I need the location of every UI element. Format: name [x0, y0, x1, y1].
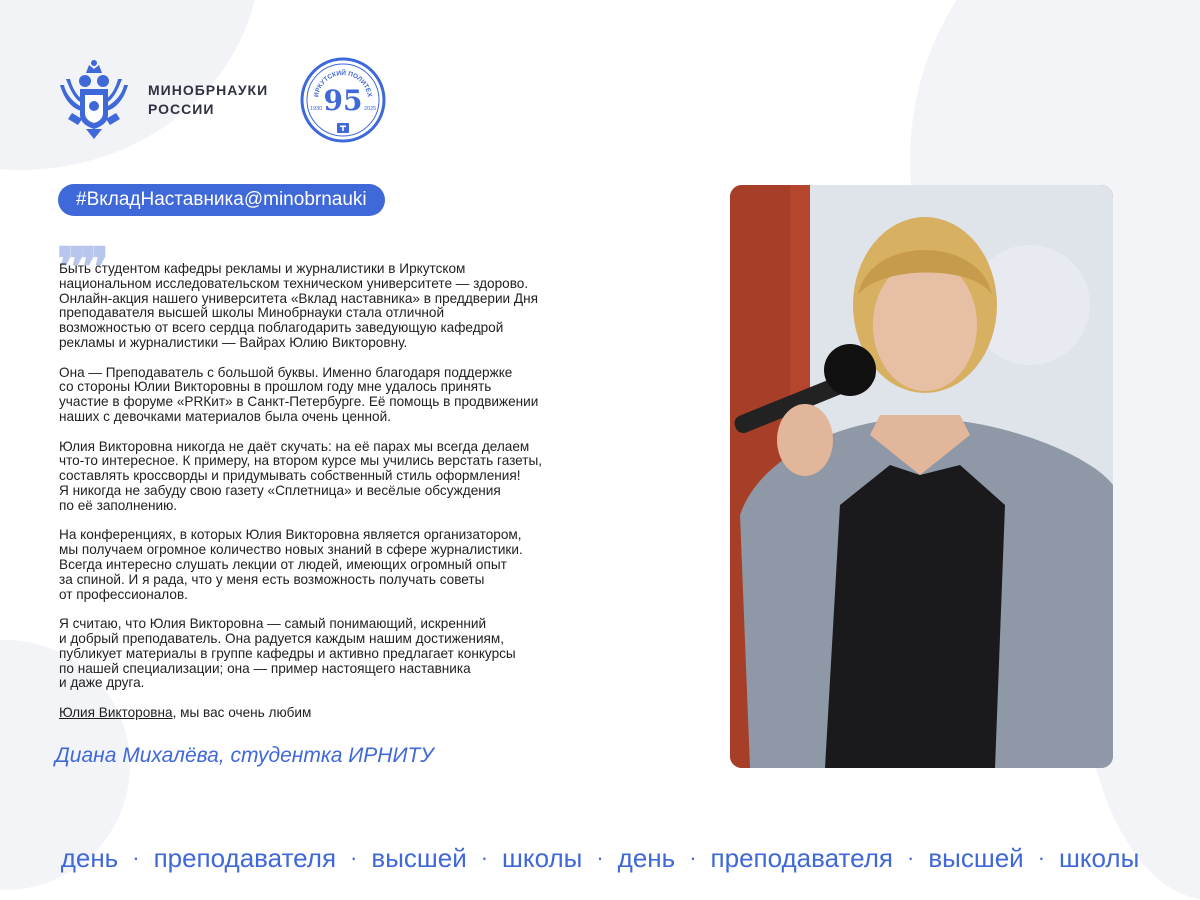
jubilee-number: 95	[323, 84, 363, 117]
coat-of-arms-icon	[56, 59, 132, 141]
footer-separator: ·	[480, 845, 489, 870]
footer-separator: ·	[350, 845, 358, 870]
jubilee-logo	[298, 55, 388, 145]
paragraph: Она — Преподаватель с большой буквы. Именно благодаря поддержке со стороны Юлии Викторовны в прошлом году мне удалось принять участие в форуме «PRКит» в Санкт-Петербурге. Её помощь в продвижении наших с девочками материалов была очень ценной.	[59, 364, 539, 424]
jubilee-arc-text: ИРКУТСКИЙ ПОЛИТЕХ	[313, 69, 373, 98]
ministry-name-line1: МИНОБРНАУКИ	[148, 82, 269, 98]
footer-word: преподавателя	[710, 842, 894, 873]
footer-separator: ·	[596, 845, 604, 870]
mentor-photo	[730, 185, 1113, 768]
footer-word: преподавателя	[153, 842, 337, 873]
jubilee-year-start: 1930	[310, 106, 323, 112]
mentor-name-link: Юлия Викторовна	[59, 704, 173, 720]
footer-separator: ·	[907, 845, 915, 870]
portrait-image	[730, 185, 1113, 768]
footer-separator: ·	[132, 845, 140, 870]
paragraph: Быть студентом кафедры рекламы и журналистики в Иркутском национальном исследовательском техническом университете — здорово. Онлайн-акция нашего университета «Вклад наставника» в преддверии Дня преподавателя высшей школы Минобрнауки стала отличной возможностью от всего сердца поблагодарить заведующую кафедрой рекламы и журналистики — Вайрах Юлию Викторовну.	[59, 261, 538, 350]
footer-word: высшей	[928, 842, 1024, 873]
quote-icon: ❞❞	[57, 235, 104, 299]
hashtag-badge: #ВкладНаставника@minobrnauki	[58, 184, 385, 216]
paragraph: Я считаю, что Юлия Викторовна — самый понимающий, искренний и добрый преподаватель. Она радуется каждым нашим достижениям, публикует материалы в группе кафедры и активно предлагает конкурсы по нашей специализации; она — пример настоящего наставника и даже друга.	[59, 616, 516, 691]
closing-text: , мы вас очень любим	[172, 704, 312, 720]
logo-row	[56, 58, 388, 142]
footer-word: день	[617, 842, 676, 873]
paragraph: На конференциях, в которых Юлия Викторовна является организатором, мы получаем огромное количество новых знаний в сфере журналистики. Всегда интересно слушать лекции от людей, имеющих огромный опыт за спиной. И я рада, что у меня есть возможность получать советы от профессионалов.	[59, 527, 523, 602]
paragraph: Юлия Викторовна никогда не даёт скучать: на её парах мы всегда делаем что-то интересное. К примеру, на втором курсе мы учились верстать газеты, составлять кроссворды и придумывать собственный стиль оформления! Я никогда не забуду свою газету «Сплетница» и весёлые обсуждения по её заполнению.	[59, 438, 543, 513]
footer-word: школы	[502, 842, 583, 873]
footer-separator: ·	[689, 845, 697, 870]
closing-line	[59, 706, 669, 721]
author-signature: Диана Михалёва, студентка ИРНИТУ	[55, 744, 434, 767]
ministry-name-line2: РОССИИ	[148, 101, 215, 117]
testimonial-text	[59, 262, 669, 736]
footer-word: высшей	[371, 842, 467, 873]
jubilee-year-end: 2025	[364, 106, 377, 112]
footer-word: школы	[1059, 842, 1140, 873]
footer-banner	[0, 838, 1200, 878]
footer-word: день	[60, 842, 119, 873]
ministry-name	[148, 81, 268, 119]
footer-separator: ·	[1037, 845, 1046, 870]
